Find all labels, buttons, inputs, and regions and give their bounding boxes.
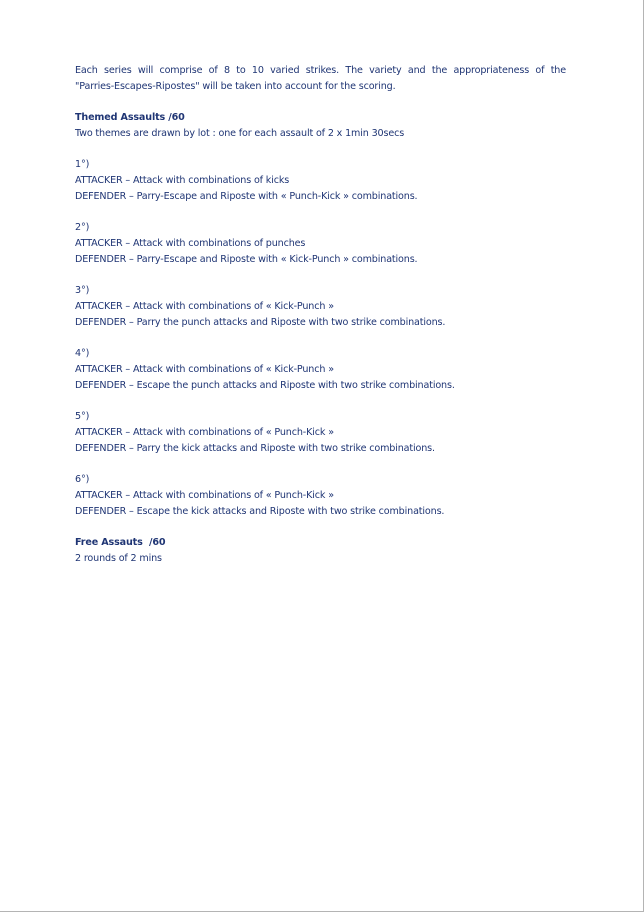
- free-assaults-heading: Free Assauts /60: [75, 537, 166, 548]
- theme-number: 4°): [75, 348, 90, 359]
- theme-attacker: ATTACKER – Attack with combinations of « Punch-Kick »: [75, 490, 334, 501]
- theme-number: 5°): [75, 411, 90, 422]
- intro-line-1: Each series will comprise of 8 to 10 varied strikes. The variety and the appropriateness of the: [75, 65, 566, 76]
- intro-paragraph: [75, 63, 566, 95]
- theme-number: 1°): [75, 159, 90, 170]
- theme-item-6: [75, 472, 566, 520]
- theme-defender: DEFENDER – Parry the punch attacks and Riposte with two strike combinations.: [75, 317, 446, 328]
- theme-number: 3°): [75, 285, 90, 296]
- theme-number: 6°): [75, 474, 90, 485]
- document-body: [75, 63, 566, 567]
- theme-item-3: [75, 283, 566, 331]
- intro-line-2: "Parries-Escapes-Ripostes" will be taken into account for the scoring.: [75, 81, 396, 92]
- free-assaults-description: 2 rounds of 2 mins: [75, 553, 162, 564]
- theme-item-4: [75, 346, 566, 394]
- theme-defender: DEFENDER – Parry the kick attacks and Riposte with two strike combinations.: [75, 443, 435, 454]
- themed-assaults-heading: Themed Assaults /60: [75, 112, 185, 123]
- theme-attacker: ATTACKER – Attack with combinations of punches: [75, 238, 306, 249]
- themed-assaults-description: Two themes are drawn by lot : one for each assault of 2 x 1min 30secs: [75, 128, 405, 139]
- theme-defender: DEFENDER – Parry-Escape and Riposte with « Punch-Kick » combinations.: [75, 191, 418, 202]
- theme-attacker: ATTACKER – Attack with combinations of « Punch-Kick »: [75, 427, 334, 438]
- theme-item-5: [75, 409, 566, 457]
- theme-defender: DEFENDER – Escape the punch attacks and Riposte with two strike combinations.: [75, 380, 455, 391]
- theme-attacker: ATTACKER – Attack with combinations of « Kick-Punch »: [75, 364, 334, 375]
- theme-defender: DEFENDER – Escape the kick attacks and Riposte with two strike combinations.: [75, 506, 445, 517]
- theme-item-2: [75, 220, 566, 268]
- theme-number: 2°): [75, 222, 90, 233]
- theme-attacker: ATTACKER – Attack with combinations of « Kick-Punch »: [75, 301, 334, 312]
- theme-defender: DEFENDER – Parry-Escape and Riposte with « Kick-Punch » combinations.: [75, 254, 418, 265]
- theme-item-1: [75, 157, 566, 205]
- theme-attacker: ATTACKER – Attack with combinations of kicks: [75, 175, 290, 186]
